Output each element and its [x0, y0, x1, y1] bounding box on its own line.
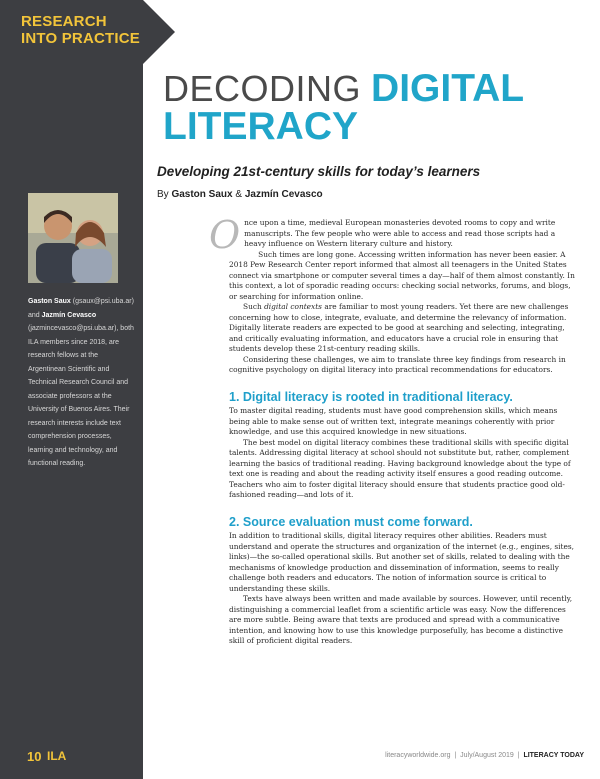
- article-body: [209, 213, 577, 647]
- section-label-line2: INTO PRACTICE: [21, 30, 140, 47]
- page-number: 10: [27, 749, 42, 764]
- section-heading-2: 2. Source evaluation must come forward.: [229, 514, 473, 529]
- author-photo-image: [28, 193, 118, 283]
- footer-sep-2: |: [517, 752, 520, 759]
- section-label: [21, 13, 140, 47]
- byline-author2: Jazmín Cevasco: [244, 189, 323, 200]
- paragraph-1: [209, 213, 577, 257]
- byline: [157, 189, 323, 200]
- footer-issue: July/August 2019: [460, 752, 514, 759]
- paragraph-3-emphasis: digital contexts: [264, 302, 322, 311]
- paragraph-6: The best model on digital literacy combines these traditional skills with specific digital talents. Addressing digital literacy at school should not substitute but, rather, complement learning the basics of traditional reading. Having background knowledge about the type of text one is reading and about the reading activity itself ensures a good reading outcome. Teachers who aim to foster digital literacy should ensure that students practice good old-fashioned reading—and lots of it.: [229, 437, 571, 499]
- bio-author2: Jazmín Cevasco: [41, 311, 97, 319]
- author-bio: [28, 295, 136, 471]
- drop-cap: O: [209, 213, 241, 257]
- footer-info: [385, 752, 584, 759]
- paragraph-1-text: nce upon a time, medieval European monasteries devoted rooms to copy and write manuscripts. The few people who were able to access and read those scripts had a heavy influence on Western literary culture and history.: [244, 218, 556, 248]
- bio-author1: Gaston Saux: [28, 298, 71, 305]
- section-heading-1: 1. Digital literacy is rooted in traditional literacy.: [229, 389, 513, 404]
- subtitle: Developing 21st-century skills for today’s learners: [157, 164, 481, 179]
- bio-text1: (gsaux@psi.uba.ar) and: [28, 298, 134, 319]
- footer-sep-1: |: [454, 752, 457, 759]
- byline-separator: &: [235, 189, 243, 200]
- author-photo: [28, 193, 118, 283]
- paragraph-3-pre: Such: [243, 302, 265, 311]
- byline-prefix: By: [157, 189, 169, 200]
- paragraph-4: Considering these challenges, we aim to translate three key findings from research in cognitive psychology on digital literacy into practical recommendations for educators.: [229, 354, 566, 374]
- title-bold-1: DIGITAL: [371, 67, 525, 110]
- footer-site: literacyworldwide.org: [385, 752, 451, 759]
- bio-text2: (jazmincevasco@psi.uba.ar), both ILA members since 2018, are research fellows at the Argentinean Scientific and Technical Research Council and associate professors at the University of Buenos Aires. Their research interests include text comprehension processes, learning and technology, and functional reading.: [28, 325, 134, 467]
- page-footer: [0, 746, 600, 766]
- paragraph-5: To master digital reading, students must have good comprehension skills, which means being able to make sense out of written text, integrate meanings coherently with prior knowledge, and use this acquired knowledge in new situations.: [229, 406, 558, 436]
- paragraph-2: Such times are long gone. Accessing written information has never been easier. A 2018 Pew Research Center report informed that almost all teenagers in the United States connect via smartphone or computer several times a day—half of them almost constantly. In this context, a lot of sporadic reading occurs: checking social networks, forums, and blogs, or searching for information online.: [229, 249, 575, 301]
- title-thin: DECODING: [163, 68, 362, 109]
- footer-journal: LITERACY TODAY: [523, 752, 584, 759]
- section-label-line1: RESEARCH: [21, 13, 107, 30]
- paragraph-3-post: are familiar to most young readers. Yet there are new challenges concerning how to close, integrate, evaluate, and determine the relevancy of information. Digitally literate readers are expected to be good at searching and selecting, integrating, and critically evaluating information, and educators have a crucial role in ensuring that students develop these 21st-century reading skills.: [229, 302, 569, 353]
- title-bold-2: LITERACY: [163, 105, 358, 148]
- page-title: [163, 67, 525, 148]
- paragraph-3: [229, 302, 577, 355]
- ila-logo: ILA: [47, 749, 67, 763]
- byline-author1: Gaston Saux: [171, 189, 233, 200]
- paragraph-7: In addition to traditional skills, digital literacy requires other abilities. Readers must understand and operate the structures and organization of the internet (e.g., engines, sites, links)—the so-called operational skills. But another set of skills, related to dealing with the mechanisms of knowledge production and dissemination of information, seems to really challenge both readers and educators. The notion of information source is critical to understanding these skills.: [229, 531, 575, 593]
- paragraph-8: Texts have always been written and made available by sources. However, until recently, distinguishing a commercial leaflet from a scientific article was easy. Now the differences are more subtle. Being aware that texts are produced and spread with a communicative intention, and knowing how to use this knowledge purposefully, has become a distinctive skill of proficient digital readers.: [229, 594, 573, 645]
